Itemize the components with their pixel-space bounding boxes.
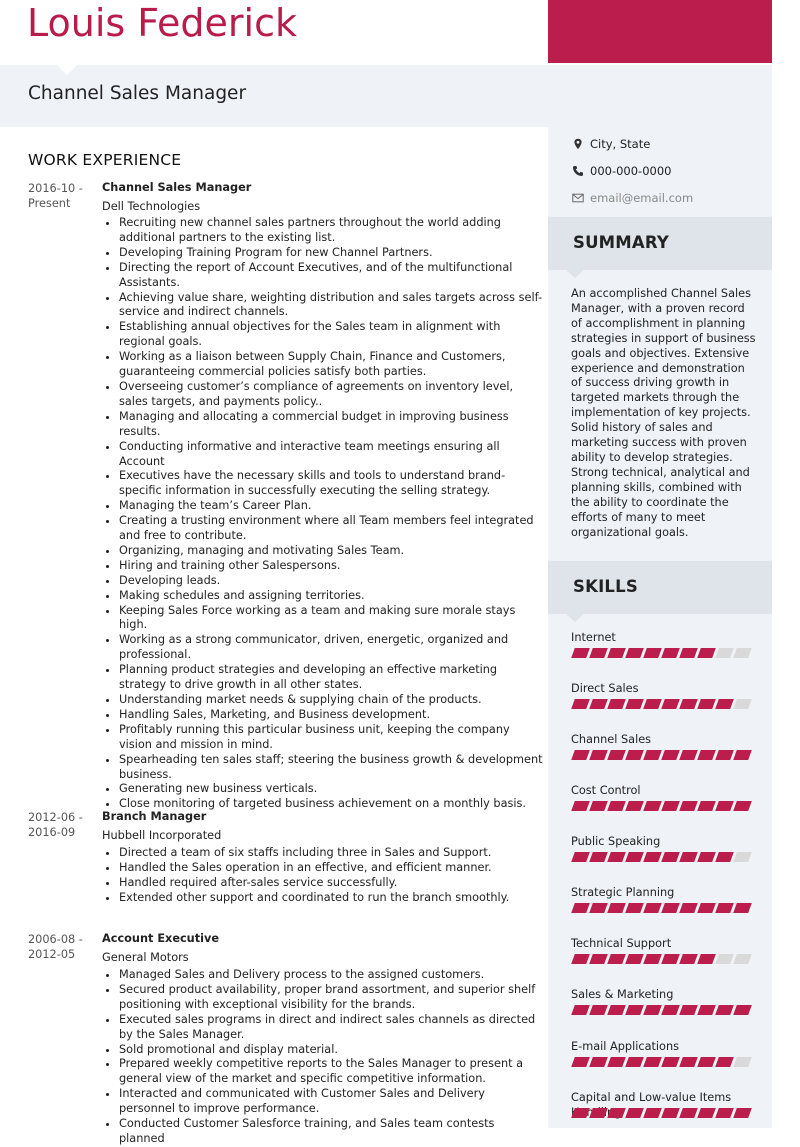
- skill-rating-segment: [661, 903, 680, 913]
- header-accent-block: [548, 0, 772, 63]
- bullet-item: • Prepared weekly competitive reports to the Sales Manager to present a general view of the market and specific competitive information.: [119, 1057, 543, 1087]
- skill-rating-segment: [733, 1057, 752, 1067]
- summary-header-notch: [566, 270, 584, 278]
- skill-rating-segment: [733, 801, 752, 811]
- skill-rating-segment: [607, 750, 626, 760]
- skill-rating-segment: [571, 1005, 590, 1015]
- bullet-item: • Profitably running this particular business unit, keeping the company vision and mission in mind.: [119, 723, 543, 753]
- candidate-name: Louis Federick: [27, 1, 298, 45]
- skill-rating-segment: [679, 852, 698, 862]
- job-date: 2006-08 - 2012-05: [28, 933, 83, 961]
- bullet-item: • Spearheading ten sales staff; steering the business growth & development business.: [119, 753, 543, 783]
- skill-rating-segment: [607, 954, 626, 964]
- skill-rating-segment: [625, 1108, 644, 1118]
- skill-rating-segment: [697, 801, 716, 811]
- skill-rating-segment: [643, 699, 662, 709]
- bullet-item: • Generating new business verticals.: [119, 782, 543, 797]
- skill-name: Technical Support: [571, 937, 672, 950]
- skill-rating-segment: [589, 1057, 608, 1067]
- skill-rating-segment: [679, 750, 698, 760]
- skill-rating-segment: [643, 852, 662, 862]
- skill-rating-segment: [679, 903, 698, 913]
- skill-rating-segment: [679, 954, 698, 964]
- skill-rating-segment: [679, 1057, 698, 1067]
- skill-rating-segment: [661, 699, 680, 709]
- email-link[interactable]: email@email.com: [590, 191, 694, 205]
- skill-rating-segment: [589, 699, 608, 709]
- bullet-item: • Creating a trusting environment where all Team members feel integrated and free to contribute.: [119, 514, 543, 544]
- skill-rating-segment: [715, 903, 734, 913]
- skill-rating-segment: [715, 801, 734, 811]
- skill-rating-segment: [697, 1108, 716, 1118]
- skill-rating-segment: [733, 954, 752, 964]
- skill-rating-segment: [589, 648, 608, 658]
- skill-rating-segment: [571, 903, 590, 913]
- skill-rating-segment: [607, 903, 626, 913]
- phone-text: 000-000-0000: [590, 164, 672, 178]
- job-bullets: [102, 846, 543, 906]
- skill-rating-segment: [571, 1057, 590, 1067]
- skill-rating-segment: [733, 699, 752, 709]
- skill-rating-segment: [571, 801, 590, 811]
- skill-name: Sales & Marketing: [571, 988, 674, 1001]
- skill-rating-bar: [571, 1057, 753, 1067]
- bullet-item: • Interacted and communicated with Customer Sales and Delivery personnel to improve performance.: [119, 1087, 543, 1117]
- skill-rating-bar: [571, 648, 753, 658]
- skill-name: E-mail Applications: [571, 1040, 680, 1053]
- skill-rating-segment: [571, 750, 590, 760]
- skill-rating-segment: [661, 648, 680, 658]
- skill-rating-bar: [571, 750, 753, 760]
- job-role: Branch Manager: [102, 810, 207, 823]
- skill-rating-segment: [571, 648, 590, 658]
- skill-rating-segment: [661, 1057, 680, 1067]
- skill-rating-segment: [589, 1005, 608, 1015]
- skill-rating-segment: [679, 1005, 698, 1015]
- skill-rating-segment: [697, 699, 716, 709]
- bullet-item: • Close monitoring of targeted business achievement on a monthly basis.: [119, 797, 543, 812]
- skill-rating-segment: [697, 954, 716, 964]
- job-company: General Motors: [102, 951, 189, 964]
- job-title: Channel Sales Manager: [28, 83, 247, 104]
- skill-rating-segment: [571, 852, 590, 862]
- bullet-item: • Handled required after-sales service successfully.: [119, 876, 543, 891]
- skill-rating-segment: [661, 852, 680, 862]
- bullet-item: • Understanding market needs & supplying chain of the products.: [119, 693, 543, 708]
- job-role: Channel Sales Manager: [102, 181, 252, 194]
- bullet-item: • Recruiting new channel sales partners throughout the world adding additional partners to the existing list.: [119, 216, 543, 246]
- skill-rating-segment: [607, 852, 626, 862]
- skill-rating-segment: [607, 801, 626, 811]
- job-date: 2012-06 - 2016-09: [28, 811, 83, 839]
- job-bullets: [102, 968, 543, 1147]
- skill-rating-segment: [607, 699, 626, 709]
- skill-rating-segment: [715, 954, 734, 964]
- bullet-item: • Working as a strong communicator, driven, energetic, organized and professional.: [119, 633, 543, 663]
- skill-rating-segment: [643, 801, 662, 811]
- contact-phone: [572, 162, 671, 180]
- skill-rating-segment: [715, 1005, 734, 1015]
- skill-rating-segment: [661, 801, 680, 811]
- skill-rating-segment: [589, 954, 608, 964]
- skill-rating-segment: [607, 1057, 626, 1067]
- bullet-item: • Managing and allocating a commercial budget in improving business results.: [119, 410, 543, 440]
- skill-rating-segment: [733, 1005, 752, 1015]
- skill-rating-segment: [643, 1005, 662, 1015]
- bullet-item: • Conducted Customer Salesforce training, and Sales team contests planned: [119, 1117, 543, 1147]
- skill-rating-segment: [589, 1108, 608, 1118]
- skills-header: [548, 561, 772, 614]
- bullet-item: • Organizing, managing and motivating Sales Team.: [119, 544, 543, 559]
- skill-name: Public Speaking: [571, 835, 661, 848]
- bullet-item: • Achieving value share, weighting distribution and sales targets across self-service and indirect channels.: [119, 291, 543, 321]
- job-role: Account Executive: [102, 932, 220, 945]
- skill-rating-segment: [625, 1005, 644, 1015]
- skill-rating-segment: [715, 1108, 734, 1118]
- bullet-item: • Handled the Sales operation in an effective, and efficient manner.: [119, 861, 543, 876]
- skill-rating-bar: [571, 1108, 753, 1118]
- bullet-item: • Sold promotional and display material.: [119, 1043, 543, 1058]
- job-date: 2016-10 - Present: [28, 182, 83, 210]
- skill-rating-segment: [679, 1108, 698, 1118]
- skill-rating-segment: [733, 1108, 752, 1118]
- contact-email[interactable]: [572, 189, 693, 207]
- skill-name: Strategic Planning: [571, 886, 675, 899]
- skill-rating-segment: [607, 1005, 626, 1015]
- skill-rating-segment: [571, 699, 590, 709]
- skill-rating-segment: [733, 852, 752, 862]
- skill-rating-segment: [643, 648, 662, 658]
- skill-rating-segment: [607, 1108, 626, 1118]
- skill-rating-segment: [661, 1108, 680, 1118]
- skill-rating-segment: [733, 903, 752, 913]
- skill-rating-segment: [571, 954, 590, 964]
- bullet-item: • Hiring and training other Salespersons.: [119, 559, 543, 574]
- skill-rating-segment: [625, 903, 644, 913]
- skill-rating-segment: [715, 699, 734, 709]
- skill-rating-segment: [643, 954, 662, 964]
- skill-rating-segment: [679, 801, 698, 811]
- bullet-item: • Keeping Sales Force working as a team and making sure morale stays high.: [119, 604, 543, 634]
- title-band-notch: [57, 65, 77, 75]
- bullet-item: • Extended other support and coordinated to run the branch smoothly.: [119, 891, 543, 906]
- skill-rating-bar: [571, 852, 753, 862]
- skills-header-notch: [566, 614, 584, 622]
- bullet-item: • Establishing annual objectives for the Sales team in alignment with regional goals.: [119, 320, 543, 350]
- skill-rating-bar: [571, 801, 753, 811]
- skill-rating-segment: [625, 801, 644, 811]
- skill-rating-bar: [571, 954, 753, 964]
- skill-rating-segment: [589, 801, 608, 811]
- bullet-item: • Developing leads.: [119, 574, 543, 589]
- skill-rating-segment: [643, 750, 662, 760]
- skill-rating-segment: [571, 1108, 590, 1118]
- map-pin-icon: [572, 138, 584, 150]
- bullet-item: • Directing the report of Account Executives, and of the multifunctional Assistants.: [119, 261, 543, 291]
- skill-rating-segment: [643, 903, 662, 913]
- bullet-item: • Conducting informative and interactive team meetings ensuring all Account: [119, 440, 543, 470]
- skill-rating-segment: [697, 852, 716, 862]
- bullet-item: • Making schedules and assigning territories.: [119, 589, 543, 604]
- job-bullets: [102, 216, 543, 812]
- skill-rating-segment: [625, 699, 644, 709]
- location-text: City, State: [590, 137, 651, 151]
- skill-rating-segment: [625, 954, 644, 964]
- skill-rating-bar: [571, 1005, 753, 1015]
- bullet-item: • Executed sales programs in direct and indirect sales channels as directed by the Sales Manager.: [119, 1013, 543, 1043]
- skill-rating-segment: [715, 750, 734, 760]
- job-company: Dell Technologies: [102, 200, 201, 213]
- skill-name: Cost Control: [571, 784, 641, 797]
- bullet-item: • Executives have the necessary skills and tools to understand brand-specific information in successfully executing the selling strategy.: [119, 469, 543, 499]
- skill-rating-segment: [697, 1057, 716, 1067]
- skill-rating-segment: [679, 699, 698, 709]
- skill-name: Direct Sales: [571, 682, 639, 695]
- skill-name: Channel Sales: [571, 733, 652, 746]
- skill-rating-segment: [625, 750, 644, 760]
- bullet-item: • Secured product availability, proper brand assortment, and superior shelf positioning with exceptional visibility for the brands.: [119, 983, 543, 1013]
- summary-header: [548, 217, 772, 270]
- skill-rating-segment: [661, 954, 680, 964]
- skill-rating-segment: [715, 648, 734, 658]
- skill-rating-bar: [571, 699, 753, 709]
- skill-rating-segment: [661, 750, 680, 760]
- envelope-icon: [572, 192, 584, 204]
- phone-icon: [572, 165, 584, 177]
- skill-rating-bar: [571, 903, 753, 913]
- work-experience-heading: WORK EXPERIENCE: [28, 151, 182, 169]
- skill-rating-segment: [733, 648, 752, 658]
- skill-rating-segment: [697, 1005, 716, 1015]
- skill-rating-segment: [697, 903, 716, 913]
- bullet-item: • Managed Sales and Delivery process to the assigned customers.: [119, 968, 543, 983]
- skill-rating-segment: [589, 903, 608, 913]
- skill-rating-segment: [589, 852, 608, 862]
- bullet-item: • Handling Sales, Marketing, and Business development.: [119, 708, 543, 723]
- skill-rating-segment: [625, 852, 644, 862]
- skill-rating-segment: [589, 750, 608, 760]
- skill-rating-segment: [697, 648, 716, 658]
- skill-rating-segment: [625, 1057, 644, 1067]
- skill-rating-segment: [697, 750, 716, 760]
- skill-rating-segment: [715, 852, 734, 862]
- skill-rating-segment: [733, 750, 752, 760]
- contact-location: [572, 135, 650, 153]
- skill-rating-segment: [643, 1108, 662, 1118]
- skill-rating-segment: [715, 1057, 734, 1067]
- skill-name: Capital and Low-value Items: [571, 1091, 732, 1104]
- skill-rating-segment: [643, 1057, 662, 1067]
- bullet-item: • Working as a liaison between Supply Chain, Finance and Customers, guaranteeing commercial policies satisfy both parties.: [119, 350, 543, 380]
- bullet-item: • Managing the team’s Career Plan.: [119, 499, 543, 514]
- summary-text: An accomplished Channel Sales Manager, with a proven record of accomplishment in planning strategies in support of business goals and objectives. Extensive experience and demonstration of success driving growth in targeted markets through the implementation of key projects. Solid history of sales and marketing success with proven ability to develop strategies. Strong technical, analytical and planning skills, combined with the ability to coordinate the efforts of many to meet organizational goals.: [571, 287, 756, 539]
- summary-heading: SUMMARY: [573, 233, 670, 252]
- skills-heading: SKILLS: [573, 577, 638, 596]
- skill-name: Internet: [571, 631, 616, 644]
- skill-rating-segment: [661, 1005, 680, 1015]
- job-company: Hubbell Incorporated: [102, 829, 222, 842]
- skill-rating-segment: [679, 648, 698, 658]
- skill-rating-segment: [625, 648, 644, 658]
- bullet-item: • Developing Training Program for new Channel Partners.: [119, 246, 543, 261]
- bullet-item: • Planning product strategies and developing an effective marketing strategy to drive growth in all other states.: [119, 663, 543, 693]
- bullet-item: • Directed a team of six staffs including three in Sales and Support.: [119, 846, 543, 861]
- skill-rating-segment: [607, 648, 626, 658]
- bullet-item: • Overseeing customer’s compliance of agreements on inventory level, sales targets, and payments policy..: [119, 380, 543, 410]
